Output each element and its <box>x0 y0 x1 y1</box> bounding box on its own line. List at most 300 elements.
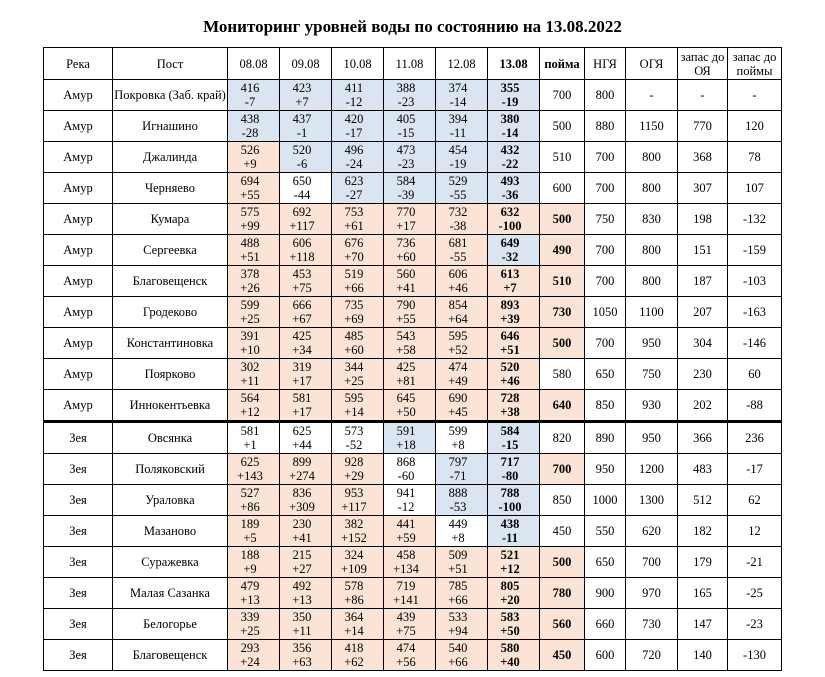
level-value: 573 <box>344 424 364 438</box>
level-delta: +17 <box>396 219 416 233</box>
level-delta: +20 <box>500 593 520 607</box>
level-cell <box>436 609 488 640</box>
level-delta: +24 <box>240 655 260 669</box>
level-cell <box>280 516 332 547</box>
reserve-floodplain-cell: 12 <box>728 516 782 547</box>
level-cell <box>436 359 488 390</box>
level-delta: -11 <box>502 531 518 545</box>
current-level-cell <box>488 111 540 142</box>
level-delta: +86 <box>240 500 260 514</box>
reserve-oya-cell: 187 <box>678 266 728 297</box>
level-delta: +152 <box>341 531 367 545</box>
river-cell: Амур <box>44 359 113 390</box>
ngya-cell: 700 <box>585 266 626 297</box>
level-value: 676 <box>344 236 364 250</box>
floodplain-cell: 580 <box>540 359 585 390</box>
table-body <box>44 80 782 671</box>
level-value: 488 <box>240 236 260 250</box>
level-value: 580 <box>500 641 520 655</box>
river-cell: Зея <box>44 609 113 640</box>
header-ngya: НГЯ <box>585 48 626 80</box>
level-cell <box>384 111 436 142</box>
level-value: 324 <box>344 548 364 562</box>
level-value: 606 <box>292 236 312 250</box>
table-row <box>44 266 782 297</box>
level-cell <box>280 297 332 328</box>
level-cell <box>280 266 332 297</box>
post-cell: Белогорье <box>113 609 228 640</box>
river-cell: Амур <box>44 173 113 204</box>
table-row <box>44 235 782 266</box>
reserve-floodplain-cell: 120 <box>728 111 782 142</box>
level-cell <box>436 640 488 671</box>
post-cell: Ураловка <box>113 485 228 516</box>
ogya-cell: 750 <box>626 359 678 390</box>
page-title: Мониторинг уровней воды по состоянию на 13.08.2022 <box>203 17 622 36</box>
river-cell: Зея <box>44 454 113 485</box>
level-delta: +13 <box>292 593 312 607</box>
level-delta: +55 <box>396 312 416 326</box>
ngya-cell: 890 <box>585 422 626 454</box>
level-value: 378 <box>240 267 260 281</box>
level-delta: -14 <box>449 95 467 109</box>
reserve-oya-cell: 368 <box>678 142 728 173</box>
level-value: 899 <box>292 455 312 469</box>
river-cell: Зея <box>44 516 113 547</box>
post-cell: Благовещенск <box>113 266 228 297</box>
level-cell <box>228 422 280 454</box>
table-row <box>44 297 782 328</box>
current-level-cell <box>488 578 540 609</box>
level-value: 595 <box>344 391 364 405</box>
table-row <box>44 111 782 142</box>
ngya-cell: 600 <box>585 640 626 671</box>
header-date: 08.08 <box>228 48 280 80</box>
ngya-cell: 700 <box>585 173 626 204</box>
level-cell <box>332 297 384 328</box>
level-delta: +7 <box>295 95 309 109</box>
ogya-cell: 950 <box>626 422 678 454</box>
level-delta: -100 <box>498 219 522 233</box>
level-cell <box>384 578 436 609</box>
level-value: 836 <box>292 486 312 500</box>
level-value: 492 <box>292 579 312 593</box>
header-date-current: 13.08 <box>488 48 540 80</box>
reserve-floodplain-cell: -163 <box>728 297 782 328</box>
level-cell <box>332 422 384 454</box>
level-delta: +63 <box>292 655 312 669</box>
reserve-floodplain-cell: -25 <box>728 578 782 609</box>
level-cell <box>280 173 332 204</box>
current-level-cell <box>488 142 540 173</box>
header-post: Пост <box>113 48 228 80</box>
river-cell: Амур <box>44 235 113 266</box>
level-value: 380 <box>500 112 520 126</box>
current-level-cell <box>488 235 540 266</box>
reserve-oya-cell: 207 <box>678 297 728 328</box>
level-cell <box>228 328 280 359</box>
ogya-cell: 1200 <box>626 454 678 485</box>
level-cell <box>228 390 280 422</box>
level-value: 560 <box>396 267 416 281</box>
level-delta: -55 <box>449 250 467 264</box>
level-value: 732 <box>448 205 468 219</box>
level-delta: +44 <box>292 438 312 452</box>
post-cell: Игнашино <box>113 111 228 142</box>
reserve-oya-cell: 140 <box>678 640 728 671</box>
level-value: 520 <box>500 360 520 374</box>
level-value: 344 <box>344 360 364 374</box>
level-cell <box>228 111 280 142</box>
level-cell <box>436 454 488 485</box>
level-value: 425 <box>292 329 312 343</box>
river-cell: Амур <box>44 142 113 173</box>
level-delta: -36 <box>501 188 519 202</box>
level-cell <box>228 578 280 609</box>
level-delta: +81 <box>396 374 416 388</box>
table-row <box>44 80 782 111</box>
ngya-cell: 1000 <box>585 485 626 516</box>
level-value: 454 <box>448 143 468 157</box>
floodplain-cell: 490 <box>540 235 585 266</box>
level-value: 509 <box>448 548 468 562</box>
level-delta: -15 <box>501 438 519 452</box>
post-cell: Суражевка <box>113 547 228 578</box>
level-cell <box>332 173 384 204</box>
level-cell <box>384 547 436 578</box>
level-cell <box>280 640 332 671</box>
level-delta: -23 <box>397 157 415 171</box>
level-delta: +66 <box>344 281 364 295</box>
level-delta: -12 <box>345 95 363 109</box>
ngya-cell: 550 <box>585 516 626 547</box>
table-row <box>44 516 782 547</box>
post-cell: Кумара <box>113 204 228 235</box>
level-value: 350 <box>292 610 312 624</box>
header-date: 11.08 <box>384 48 436 80</box>
reserve-oya-cell: 304 <box>678 328 728 359</box>
level-delta: +13 <box>240 593 260 607</box>
level-value: 319 <box>292 360 312 374</box>
level-cell <box>384 609 436 640</box>
current-level-cell <box>488 640 540 671</box>
ngya-cell: 880 <box>585 111 626 142</box>
reserve-floodplain-cell: -17 <box>728 454 782 485</box>
level-value: 425 <box>396 360 416 374</box>
level-value: 529 <box>448 174 468 188</box>
level-value: 533 <box>448 610 468 624</box>
post-cell: Джалинда <box>113 142 228 173</box>
ngya-cell: 900 <box>585 578 626 609</box>
ogya-cell: 800 <box>626 235 678 266</box>
level-delta: -32 <box>501 250 519 264</box>
table-row <box>44 485 782 516</box>
level-delta: +9 <box>243 562 257 576</box>
level-delta: +41 <box>396 281 416 295</box>
reserve-floodplain-cell: -23 <box>728 609 782 640</box>
level-value: 418 <box>344 641 364 655</box>
reserve-floodplain-cell: -103 <box>728 266 782 297</box>
river-cell: Амур <box>44 297 113 328</box>
table-row <box>44 640 782 671</box>
reserve-oya-cell: 483 <box>678 454 728 485</box>
ngya-cell: 700 <box>585 328 626 359</box>
current-level-cell <box>488 485 540 516</box>
level-value: 382 <box>344 517 364 531</box>
level-delta: +69 <box>344 312 364 326</box>
level-value: 788 <box>500 486 520 500</box>
level-cell <box>228 297 280 328</box>
ngya-cell: 700 <box>585 142 626 173</box>
level-cell <box>384 235 436 266</box>
level-delta: +39 <box>500 312 520 326</box>
ogya-cell: 1150 <box>626 111 678 142</box>
level-cell <box>332 359 384 390</box>
level-value: 423 <box>292 81 312 95</box>
level-value: 355 <box>500 81 520 95</box>
level-value: 394 <box>448 112 468 126</box>
reserve-floodplain-cell: 107 <box>728 173 782 204</box>
level-cell <box>384 266 436 297</box>
level-delta: -71 <box>449 469 467 483</box>
level-value: 581 <box>240 424 260 438</box>
current-level-cell <box>488 297 540 328</box>
level-delta: +99 <box>240 219 260 233</box>
level-cell <box>228 640 280 671</box>
reserve-oya-cell: 230 <box>678 359 728 390</box>
level-delta: +51 <box>500 343 520 357</box>
floodplain-cell: 700 <box>540 454 585 485</box>
reserve-floodplain-cell: -132 <box>728 204 782 235</box>
ogya-cell: 950 <box>626 328 678 359</box>
level-cell <box>436 390 488 422</box>
current-level-cell <box>488 266 540 297</box>
level-delta: +60 <box>344 343 364 357</box>
level-delta: +58 <box>396 343 416 357</box>
level-cell <box>384 297 436 328</box>
header-ogya: ОГЯ <box>626 48 678 80</box>
current-level-cell <box>488 328 540 359</box>
level-value: 753 <box>344 205 364 219</box>
level-delta: +59 <box>396 531 416 545</box>
level-delta: +55 <box>240 188 260 202</box>
floodplain-cell: 500 <box>540 204 585 235</box>
level-cell <box>228 454 280 485</box>
level-cell <box>332 578 384 609</box>
level-value: 785 <box>448 579 468 593</box>
level-value: 302 <box>240 360 260 374</box>
level-value: 432 <box>500 143 520 157</box>
post-cell: Константиновка <box>113 328 228 359</box>
table-row <box>44 547 782 578</box>
level-value: 520 <box>292 143 312 157</box>
level-cell <box>280 609 332 640</box>
level-delta: -23 <box>397 95 415 109</box>
level-cell <box>332 111 384 142</box>
level-delta: +51 <box>448 562 468 576</box>
level-value: 583 <box>500 610 520 624</box>
level-delta: -12 <box>397 500 415 514</box>
level-delta: +75 <box>292 281 312 295</box>
level-cell <box>332 454 384 485</box>
ogya-cell: 730 <box>626 609 678 640</box>
level-delta: -80 <box>501 469 519 483</box>
level-cell <box>384 454 436 485</box>
level-cell <box>332 390 384 422</box>
level-delta: +12 <box>240 405 260 419</box>
river-cell: Зея <box>44 547 113 578</box>
level-value: 584 <box>500 424 520 438</box>
river-cell: Зея <box>44 485 113 516</box>
level-value: 485 <box>344 329 364 343</box>
level-delta: -60 <box>397 469 415 483</box>
post-cell: Малая Сазанка <box>113 578 228 609</box>
ogya-cell: 830 <box>626 204 678 235</box>
reserve-oya-cell: 147 <box>678 609 728 640</box>
level-delta: +118 <box>289 250 315 264</box>
ngya-cell: 1050 <box>585 297 626 328</box>
level-value: 650 <box>292 174 312 188</box>
level-cell <box>436 297 488 328</box>
level-value: 632 <box>500 205 520 219</box>
reserve-oya-cell: 198 <box>678 204 728 235</box>
level-value: 868 <box>396 455 416 469</box>
level-cell <box>436 80 488 111</box>
floodplain-cell: 450 <box>540 640 585 671</box>
level-delta: +25 <box>240 312 260 326</box>
level-cell <box>436 328 488 359</box>
ogya-cell: 800 <box>626 142 678 173</box>
level-cell <box>228 547 280 578</box>
level-delta: +67 <box>292 312 312 326</box>
current-level-cell <box>488 359 540 390</box>
level-value: 928 <box>344 455 364 469</box>
post-cell: Черняево <box>113 173 228 204</box>
level-cell <box>228 204 280 235</box>
level-value: 578 <box>344 579 364 593</box>
level-value: 854 <box>448 298 468 312</box>
level-value: 293 <box>240 641 260 655</box>
level-delta: -22 <box>501 157 519 171</box>
level-value: 519 <box>344 267 364 281</box>
level-delta: +27 <box>292 562 312 576</box>
level-delta: +56 <box>396 655 416 669</box>
level-value: 584 <box>396 174 416 188</box>
ngya-cell: 850 <box>585 390 626 422</box>
level-delta: +7 <box>503 281 517 295</box>
level-value: 496 <box>344 143 364 157</box>
level-cell <box>332 80 384 111</box>
level-delta: -44 <box>293 188 311 202</box>
reserve-oya-cell: - <box>678 80 728 111</box>
table-row <box>44 204 782 235</box>
level-cell <box>280 328 332 359</box>
level-cell <box>280 80 332 111</box>
level-delta: -14 <box>501 126 519 140</box>
level-value: 473 <box>396 143 416 157</box>
table-row <box>44 359 782 390</box>
level-cell <box>436 142 488 173</box>
reserve-oya-cell: 182 <box>678 516 728 547</box>
current-level-cell <box>488 422 540 454</box>
level-cell <box>280 359 332 390</box>
level-delta: +41 <box>292 531 312 545</box>
reserve-floodplain-cell: -88 <box>728 390 782 422</box>
ogya-cell: 720 <box>626 640 678 671</box>
level-delta: +117 <box>341 500 367 514</box>
current-level-cell <box>488 547 540 578</box>
post-cell: Сергеевка <box>113 235 228 266</box>
level-cell <box>280 485 332 516</box>
header-date: 09.08 <box>280 48 332 80</box>
level-value: 719 <box>396 579 416 593</box>
level-value: 527 <box>240 486 260 500</box>
level-value: 411 <box>344 81 364 95</box>
floodplain-cell: 560 <box>540 609 585 640</box>
header-floodplain: пойма <box>540 48 585 80</box>
level-delta: +50 <box>500 624 520 638</box>
header-date: 10.08 <box>332 48 384 80</box>
level-value: 735 <box>344 298 364 312</box>
level-delta: +14 <box>344 405 364 419</box>
river-cell: Амур <box>44 390 113 422</box>
level-delta: -7 <box>244 95 256 109</box>
level-cell <box>228 235 280 266</box>
level-value: 188 <box>240 548 260 562</box>
level-value: 736 <box>396 236 416 250</box>
reserve-oya-cell: 179 <box>678 547 728 578</box>
level-value: 694 <box>240 174 260 188</box>
level-value: 215 <box>292 548 312 562</box>
level-cell <box>280 204 332 235</box>
level-cell <box>384 328 436 359</box>
level-cell <box>384 640 436 671</box>
level-value: 625 <box>240 455 260 469</box>
reserve-oya-cell: 307 <box>678 173 728 204</box>
level-value: 728 <box>500 391 520 405</box>
reserve-floodplain-cell: -21 <box>728 547 782 578</box>
level-value: 526 <box>240 143 260 157</box>
floodplain-cell: 730 <box>540 297 585 328</box>
floodplain-cell: 500 <box>540 328 585 359</box>
level-cell <box>280 578 332 609</box>
level-delta: -28 <box>241 126 259 140</box>
table-row <box>44 609 782 640</box>
level-delta: +40 <box>500 655 520 669</box>
level-value: 790 <box>396 298 416 312</box>
level-cell <box>332 235 384 266</box>
level-delta: +8 <box>451 531 465 545</box>
floodplain-cell: 850 <box>540 485 585 516</box>
level-value: 613 <box>500 267 520 281</box>
ogya-cell: 930 <box>626 390 678 422</box>
level-cell <box>436 547 488 578</box>
level-delta: -53 <box>449 500 467 514</box>
level-delta: +46 <box>448 281 468 295</box>
river-cell: Зея <box>44 422 113 454</box>
level-delta: -1 <box>296 126 308 140</box>
level-delta: +117 <box>289 219 315 233</box>
floodplain-cell: 820 <box>540 422 585 454</box>
level-value: 479 <box>240 579 260 593</box>
level-value: 543 <box>396 329 416 343</box>
header-date: 12.08 <box>436 48 488 80</box>
reserve-oya-cell: 165 <box>678 578 728 609</box>
level-cell <box>280 142 332 173</box>
ogya-cell: 800 <box>626 173 678 204</box>
level-delta: +18 <box>396 438 416 452</box>
table-row <box>44 454 782 485</box>
